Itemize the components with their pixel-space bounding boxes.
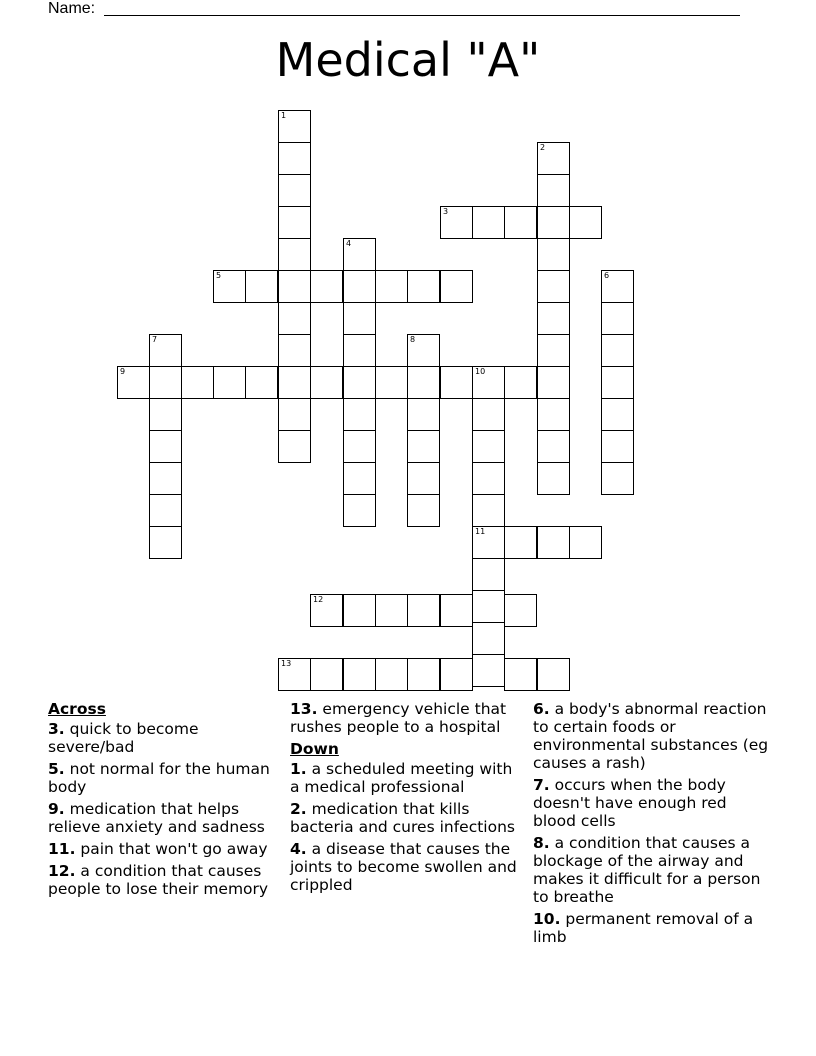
clue-number-label: 10: [475, 367, 486, 376]
clue-number-label: 8: [410, 335, 416, 344]
clue-down-10: [533, 910, 773, 946]
across-heading: Across: [48, 700, 106, 718]
grid-cell[interactable]: [407, 494, 440, 527]
clue-number: 12.: [48, 862, 76, 880]
clue-number-label: 2: [540, 143, 546, 152]
grid-cell[interactable]: [537, 302, 570, 335]
grid-cell[interactable]: [504, 366, 537, 399]
grid-cell[interactable]: [375, 366, 408, 399]
grid-cell[interactable]: [472, 430, 505, 463]
grid-cell[interactable]: [537, 270, 570, 303]
grid-cell-13[interactable]: [278, 658, 311, 691]
grid-cell[interactable]: [278, 238, 311, 271]
grid-cell[interactable]: [472, 206, 505, 239]
grid-cell[interactable]: [245, 270, 278, 303]
clue-column-3: [533, 700, 773, 950]
grid-cell[interactable]: [537, 366, 570, 399]
clue-text: emergency vehicle that rushes people to a hospital: [290, 700, 507, 736]
down-heading: Down: [290, 740, 339, 758]
grid-cell[interactable]: [440, 270, 473, 303]
grid-cell[interactable]: [343, 398, 376, 431]
grid-cell[interactable]: [278, 142, 311, 175]
clue-down-6: [533, 700, 773, 772]
grid-cell[interactable]: [278, 430, 311, 463]
clue-number: 10.: [533, 910, 561, 928]
clue-number-label: 5: [216, 271, 222, 280]
clue-number-label: 4: [346, 239, 352, 248]
grid-cell[interactable]: [504, 658, 537, 691]
clue-down-8: [533, 834, 773, 906]
grid-cell[interactable]: [181, 366, 214, 399]
grid-cell-2[interactable]: [537, 142, 570, 175]
grid-cell-12[interactable]: [310, 594, 343, 627]
grid-cell[interactable]: [278, 270, 311, 303]
clue-number-label: 13: [281, 659, 292, 668]
clue-text: medication that kills bacteria and cures infections: [290, 800, 515, 836]
clue-number-label: 9: [120, 367, 126, 376]
grid-cell[interactable]: [537, 334, 570, 367]
grid-cell[interactable]: [472, 590, 505, 623]
grid-cell[interactable]: [245, 366, 278, 399]
grid-cell[interactable]: [278, 366, 311, 399]
grid-cell[interactable]: [601, 334, 634, 367]
grid-cell[interactable]: [537, 430, 570, 463]
grid-cell[interactable]: [278, 206, 311, 239]
clue-number: 8.: [533, 834, 550, 852]
clue-column-2: [290, 700, 526, 898]
clue-number-label: 7: [152, 335, 158, 344]
clue-text: a scheduled meeting with a medical professional: [290, 760, 513, 796]
grid-cell[interactable]: [375, 594, 408, 627]
grid-cell[interactable]: [149, 526, 182, 559]
clue-text: a condition that causes people to lose their memory: [48, 862, 269, 898]
clue-text: occurs when the body doesn't have enough red blood cells: [533, 776, 727, 830]
grid-cell[interactable]: [440, 366, 473, 399]
grid-cell[interactable]: [407, 398, 440, 431]
grid-cell-10[interactable]: [472, 366, 505, 399]
grid-cell[interactable]: [343, 658, 376, 691]
grid-cell[interactable]: [472, 622, 505, 655]
grid-cell[interactable]: [537, 398, 570, 431]
grid-cell[interactable]: [278, 334, 311, 367]
grid-cell-4[interactable]: [343, 238, 376, 271]
clue-number: 6.: [533, 700, 550, 718]
grid-cell[interactable]: [407, 594, 440, 627]
grid-cell[interactable]: [343, 462, 376, 495]
grid-cell[interactable]: [504, 206, 537, 239]
clue-number: 3.: [48, 720, 65, 738]
grid-cell[interactable]: [149, 462, 182, 495]
clue-number: 4.: [290, 840, 307, 858]
clue-text: quick to become severe/bad: [48, 720, 199, 756]
clue-text: permanent removal of a limb: [533, 910, 754, 946]
grid-cell[interactable]: [149, 430, 182, 463]
grid-cell-1[interactable]: [278, 110, 311, 143]
clue-number-label: 1: [281, 111, 287, 120]
grid-cell[interactable]: [440, 594, 473, 627]
grid-cell[interactable]: [537, 526, 570, 559]
grid-cell[interactable]: [149, 398, 182, 431]
grid-cell[interactable]: [343, 430, 376, 463]
grid-cell[interactable]: [278, 398, 311, 431]
clue-down-2: [290, 800, 526, 836]
clue-number: 2.: [290, 800, 307, 818]
clue-number-label: 11: [475, 527, 486, 536]
clue-down-4: [290, 840, 526, 894]
grid-cell[interactable]: [213, 366, 246, 399]
grid-cell[interactable]: [149, 366, 182, 399]
page-title: Medical "A": [275, 33, 541, 87]
grid-cell[interactable]: [310, 658, 343, 691]
clue-column-1: [48, 700, 288, 902]
grid-cell[interactable]: [537, 174, 570, 207]
grid-cell-6[interactable]: [601, 270, 634, 303]
clue-text: a body's abnormal reaction to certain foods or environmental substances (eg causes a rash): [533, 700, 769, 772]
clue-across-5: [48, 760, 288, 796]
clue-number: 7.: [533, 776, 550, 794]
grid-cell-3[interactable]: [440, 206, 473, 239]
grid-cell[interactable]: [310, 270, 343, 303]
grid-cell[interactable]: [407, 366, 440, 399]
grid-cell-8[interactable]: [407, 334, 440, 367]
grid-cell[interactable]: [569, 206, 602, 239]
grid-cell[interactable]: [601, 302, 634, 335]
grid-cell[interactable]: [601, 430, 634, 463]
grid-cell[interactable]: [601, 398, 634, 431]
clue-down-1: [290, 760, 526, 796]
grid-cell[interactable]: [537, 238, 570, 271]
grid-cell[interactable]: [440, 658, 473, 691]
clue-text: medication that helps relieve anxiety and sadness: [48, 800, 265, 836]
clue-number: 13.: [290, 700, 318, 718]
clue-text: a condition that causes a blockage of the airway and makes it difficult for a person to breathe: [533, 834, 761, 906]
clue-across-3: [48, 720, 288, 756]
grid-cell[interactable]: [537, 206, 570, 239]
grid-cell[interactable]: [343, 494, 376, 527]
clue-across-13: [290, 700, 526, 736]
grid-cell[interactable]: [407, 270, 440, 303]
grid-cell[interactable]: [375, 658, 408, 691]
grid-cell[interactable]: [343, 270, 376, 303]
grid-cell[interactable]: [407, 462, 440, 495]
clue-down-7: [533, 776, 773, 830]
grid-cell[interactable]: [472, 654, 505, 687]
grid-cell[interactable]: [472, 494, 505, 527]
clue-number: 1.: [290, 760, 307, 778]
clue-number: 5.: [48, 760, 65, 778]
grid-cell[interactable]: [537, 658, 570, 691]
grid-cell[interactable]: [601, 366, 634, 399]
grid-cell[interactable]: [343, 334, 376, 367]
grid-cell[interactable]: [343, 366, 376, 399]
grid-cell[interactable]: [375, 270, 408, 303]
clue-across-12: [48, 862, 288, 898]
clue-number-label: 12: [313, 595, 324, 604]
name-label: Name:: [48, 0, 96, 17]
clue-number: 11.: [48, 840, 76, 858]
grid-cell[interactable]: [407, 430, 440, 463]
clue-across-11: [48, 840, 288, 858]
grid-cell[interactable]: [149, 494, 182, 527]
clue-text: pain that won't go away: [80, 840, 268, 858]
grid-cell[interactable]: [278, 174, 311, 207]
grid-cell[interactable]: [278, 302, 311, 335]
clue-number: 9.: [48, 800, 65, 818]
grid-cell[interactable]: [472, 462, 505, 495]
grid-cell-5[interactable]: [213, 270, 246, 303]
clue-text: a disease that causes the joints to become swollen and crippled: [290, 840, 517, 894]
clue-number-label: 3: [443, 207, 449, 216]
clue-across-9: [48, 800, 288, 836]
grid-cell[interactable]: [343, 594, 376, 627]
clue-number-label: 6: [604, 271, 610, 280]
grid-cell[interactable]: [537, 462, 570, 495]
grid-cell[interactable]: [569, 526, 602, 559]
grid-cell[interactable]: [343, 302, 376, 335]
grid-cell-9[interactable]: [117, 366, 150, 399]
grid-cell-7[interactable]: [149, 334, 182, 367]
grid-cell[interactable]: [472, 398, 505, 431]
grid-cell[interactable]: [472, 558, 505, 591]
grid-cell[interactable]: [504, 594, 537, 627]
clue-text: not normal for the human body: [48, 760, 270, 796]
grid-cell[interactable]: [407, 658, 440, 691]
grid-cell[interactable]: [504, 526, 537, 559]
grid-cell[interactable]: [601, 462, 634, 495]
grid-cell[interactable]: [310, 366, 343, 399]
grid-cell-11[interactable]: [472, 526, 505, 559]
